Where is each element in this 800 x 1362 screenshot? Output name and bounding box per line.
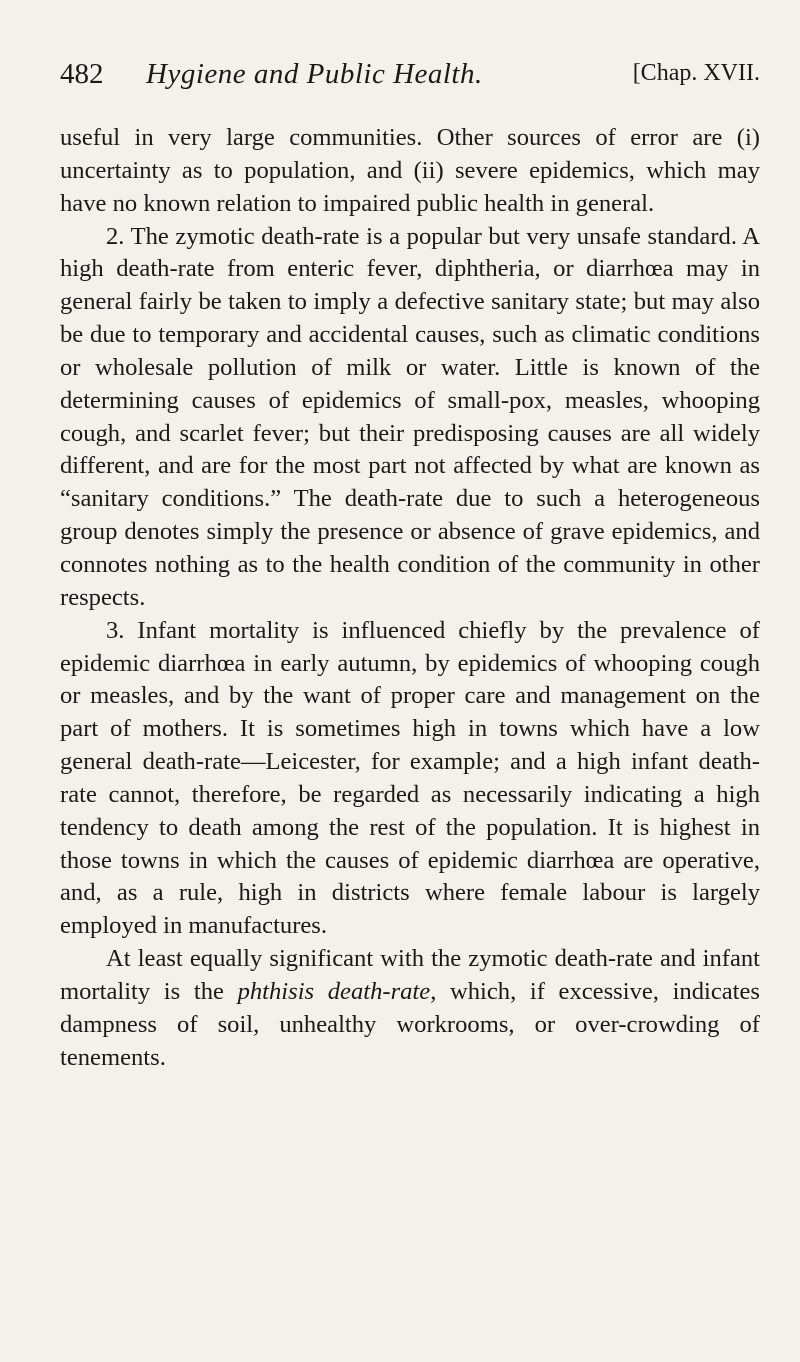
- phthisis-emphasis: phthisis death-rate: [237, 977, 431, 1005]
- paragraph-continued: useful in very large communities. Other sources of error are (i) uncertainty as to population, and (ii) severe epidemics, which may have no known relation to impaired public health in general.: [60, 124, 760, 217]
- running-title: Hygiene and Public Health.: [146, 58, 483, 90]
- phthisis-text-after: , which, if excessive, indicates dampness of soil, unhealthy workrooms, or over-crowding of tenements.: [60, 977, 760, 1071]
- paragraph-zymotic-death-rate: 2. The zymotic death-rate is a popular but very unsafe standard. A high death-rate from enteric fever, diphtheria, or diarrhœa may in general fairly be taken to imply a defective sanitary state; but may also be due to temporary and accidental causes, such as climatic conditions or wholesale pollution of milk or water. Little is known of the determining causes of epidemics of small-pox, measles, whooping cough, and scarlet fever; but their predisposing causes are all widely different, and are for the most part not affected by what are known as “sanitary conditions.” The death-rate due to such a heterogeneous group denotes simply the presence or absence of grave epidemics, and connotes nothing as to the health condition of the community in other respects.: [60, 222, 760, 611]
- phthisis-text-before: At least equally significant with the zymotic death-rate and infant mortality is the: [60, 945, 760, 1005]
- paragraph-phthisis-death-rate: [60, 943, 760, 1074]
- paragraph-infant-mortality: 3. Infant mortality is influenced chiefly by the prevalence of epidemic diarrhœa in early autumn, by epidemics of whooping cough or measles, and by the want of proper care and management on the part of mothers. It is sometimes high in towns which have a low general death-rate—Leicester, for example; and a high infant death-rate cannot, therefore, be regarded as necessarily indicating a high tendency to death among the rest of the population. It is highest in those towns in which the causes of epidemic diarrhœa are operative, and, as a rule, high in districts where female labour is largely employed in manufactures.: [60, 616, 760, 940]
- body-text: [60, 122, 760, 1074]
- chapter-label: [Chap. XVII.: [632, 60, 760, 86]
- running-head: [60, 58, 760, 94]
- page-number: 482: [60, 58, 104, 90]
